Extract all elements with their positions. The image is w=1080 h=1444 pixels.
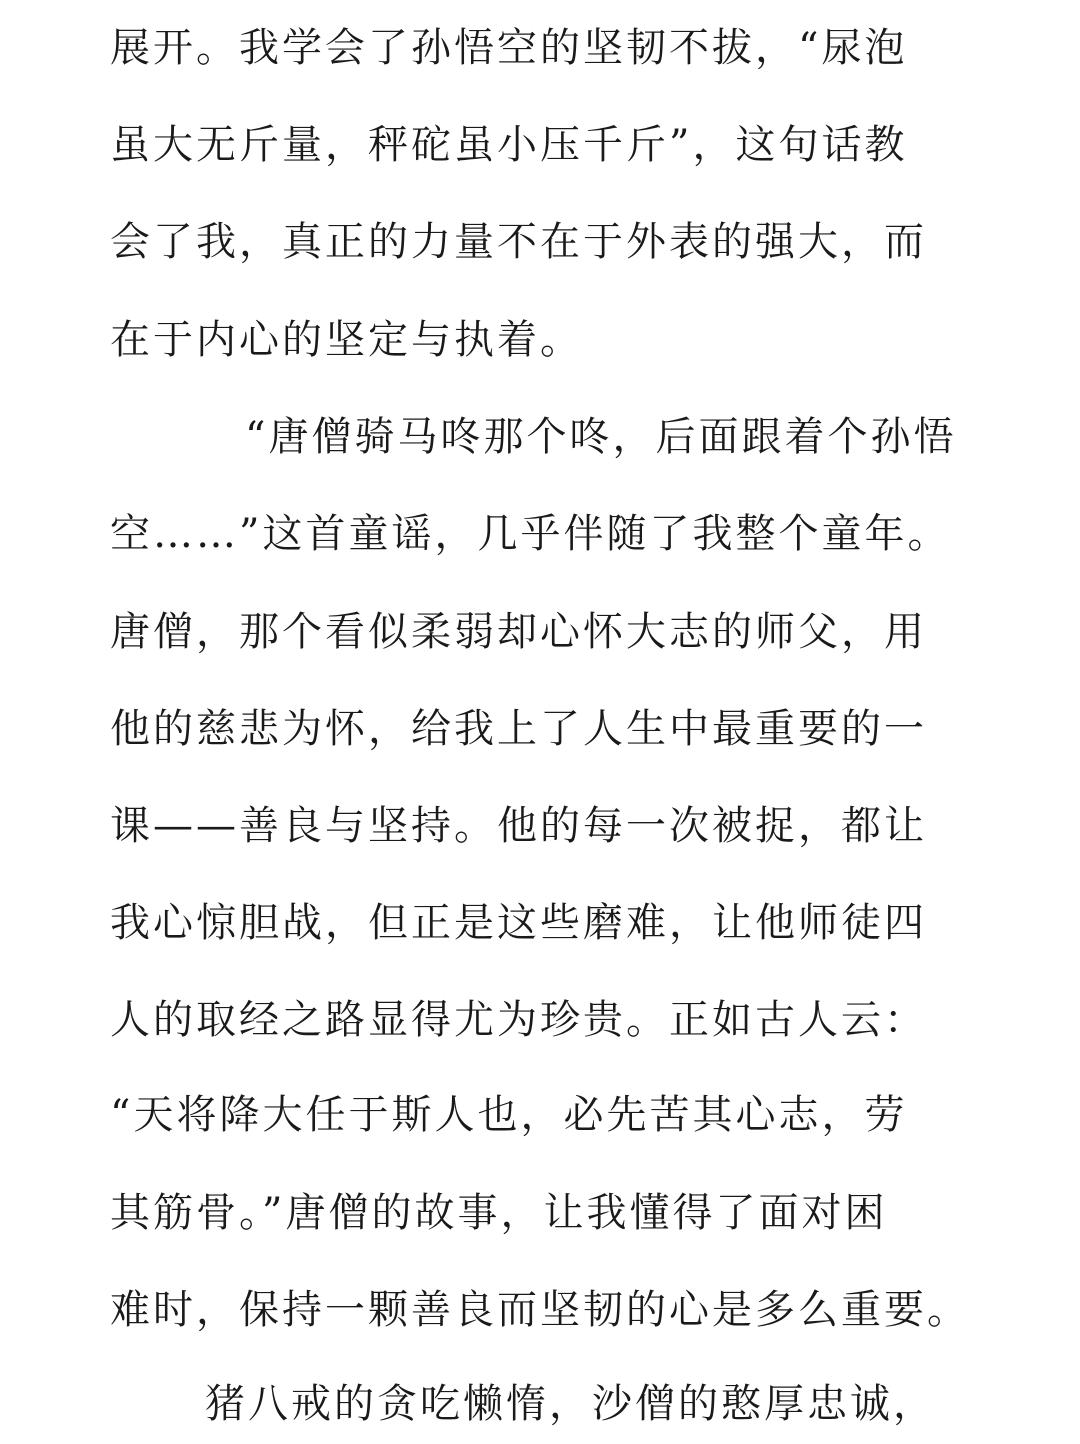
text-line-4: 在于内心的坚定与执着。 xyxy=(110,317,583,363)
paragraph-start-line: 猪八戒的贪吃懒惰，沙僧的憨厚忠诚， xyxy=(205,1381,936,1427)
text-line-9: 课——善良与坚持。他的每一次被捉，都让 xyxy=(110,803,927,849)
text-line-14: 难时，保持一颗善良而坚韧的心是多么重要。 xyxy=(110,1287,970,1333)
text-line-10: 我心惊胆战，但正是这些磨难，让他师徒四 xyxy=(110,900,927,946)
text-line-1: 展开。我学会了孙悟空的坚韧不拔，“尿泡 xyxy=(110,25,908,71)
text-line-7: 唐僧，那个看似柔弱却心怀大志的师父，用 xyxy=(110,609,927,655)
text-line-8: 他的慈悲为怀，给我上了人生中最重要的一 xyxy=(110,706,927,752)
text-line-12: “天将降大任于斯人也，必先苦其心志，劳 xyxy=(110,1092,908,1138)
text-line-6: 空……”这首童谣，几乎伴随了我整个童年。 xyxy=(110,511,951,557)
text-line-11: 人的取经之路显得尤为珍贵。正如古人云： xyxy=(110,997,927,1043)
text-line-2: 虽大无斤量，秤砣虽小压千斤”，这句话教 xyxy=(110,122,908,168)
paragraph-start-line: “唐僧骑马咚那个咚，后面跟着个孙悟 xyxy=(245,414,957,460)
text-line-13: 其筋骨。”唐僧的故事，让我懂得了面对困 xyxy=(110,1190,888,1236)
text-line-3: 会了我，真正的力量不在于外表的强大，而 xyxy=(110,219,927,265)
